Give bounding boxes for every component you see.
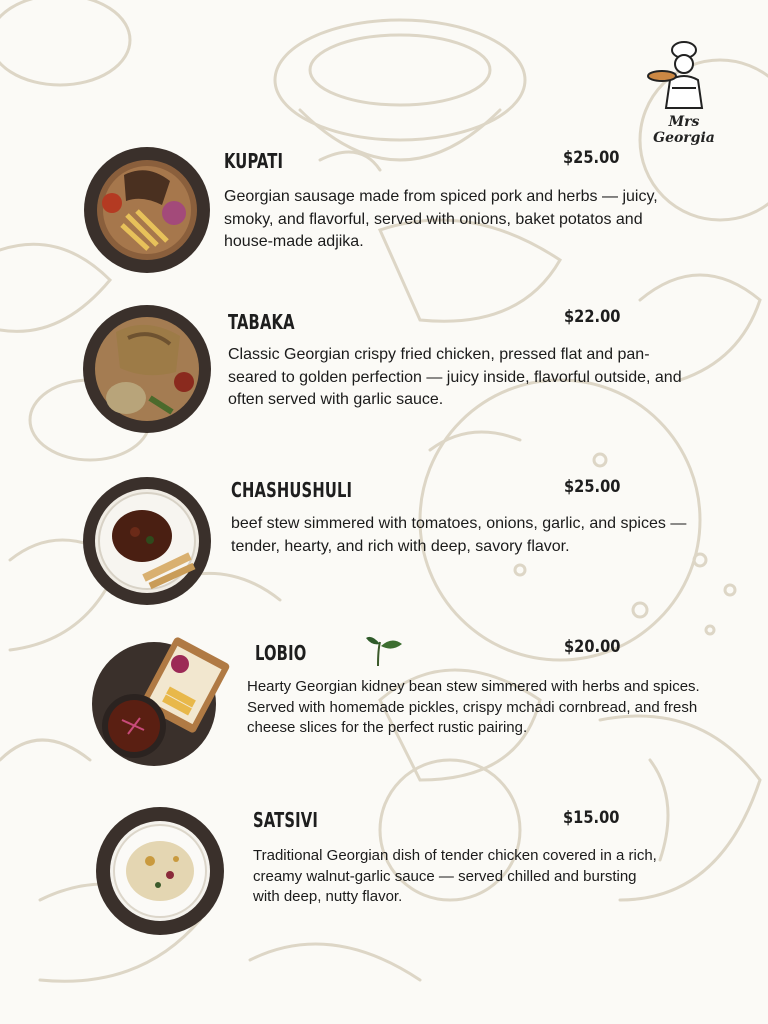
item-description: beef stew simmered with tomatoes, onions, garlic, and spices — tender, hearty, and rich with deep, savory flavor. (231, 515, 687, 555)
brand-logo (640, 38, 728, 146)
item-description: Hearty Georgian kidney bean stew simmered with herbs and spices. Served with homemade pickles, crispy mchadi cornbread, and fresh cheese slices for the perfect rustic pairing. (247, 678, 700, 736)
item-name: CHASHUSHULI (231, 478, 353, 502)
item-name: KUPATI (224, 149, 284, 173)
item-description: Traditional Georgian dish of tender chicken covered in a rich, creamy walnut-garlic sauce — served chilled and bursting with deep, nutty flavor. (253, 847, 657, 905)
item-price: $20.00 (564, 637, 621, 657)
lobio-dish-image (90, 634, 230, 774)
tabaka-dish-image (80, 302, 214, 436)
item-price: $15.00 (563, 808, 620, 828)
brand-name: Mrs Georgia (653, 114, 715, 146)
item-price: $25.00 (563, 148, 620, 168)
item-name: LOBIO (255, 641, 307, 665)
chef-logo-icon (640, 38, 728, 118)
item-description: Georgian sausage made from spiced pork and herbs — juicy, smoky, and flavorful, served with onions, baket potatos and house-made adjika. (224, 188, 658, 250)
item-name: SATSIVI (253, 808, 319, 832)
satsivi-dish-image (92, 803, 228, 939)
item-price: $22.00 (564, 307, 621, 327)
item-description: Classic Georgian crispy fried chicken, pressed flat and pan-seared to golden perfection — juicy inside, flavorful outside, and often served with garlic sauce. (228, 346, 682, 408)
chashushuli-dish-image (80, 474, 214, 608)
item-name: TABAKA (228, 310, 295, 334)
kupati-dish-image (82, 145, 212, 275)
sprout-icon (364, 632, 404, 668)
item-price: $25.00 (564, 477, 621, 497)
